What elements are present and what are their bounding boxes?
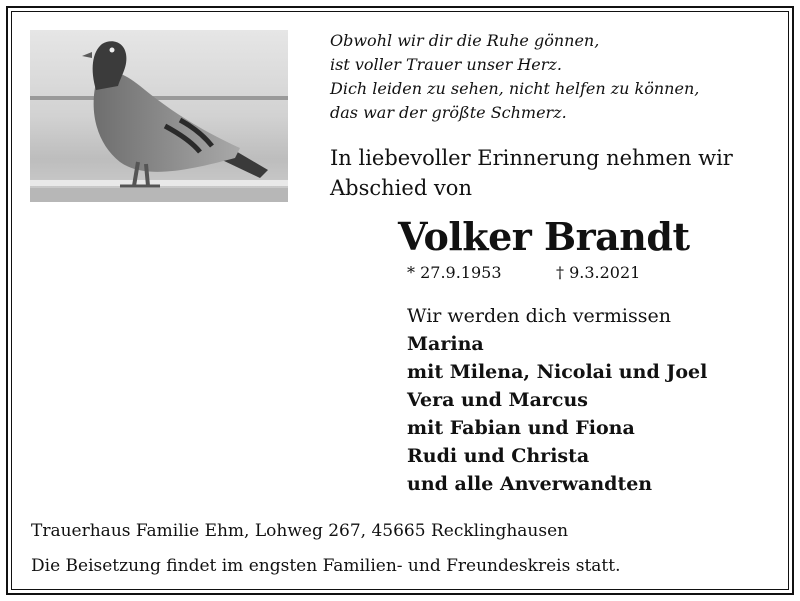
- mourner-name: Vera und Marcus: [407, 389, 588, 411]
- poem: [330, 29, 770, 125]
- mourner-name: und alle Anverwandten: [407, 473, 653, 495]
- deceased-name: Volker Brandt: [398, 214, 690, 259]
- birth-date: * 27.9.1953: [407, 263, 502, 282]
- poem-line: ist voller Trauer unser Herz.: [330, 55, 562, 74]
- mourner-name: mit Fabian und Fiona: [407, 417, 635, 439]
- intro-line: In liebevoller Erinnerung nehmen wir: [330, 146, 733, 170]
- poem-line: das war der größte Schmerz.: [330, 103, 567, 122]
- intro-text: [330, 143, 770, 203]
- mourner-name: Rudi und Christa: [407, 445, 590, 467]
- mourning-house-address: Trauerhaus Familie Ehm, Lohweg 267, 45665 Recklinghausen: [31, 521, 569, 541]
- pigeon-photo: [30, 30, 288, 202]
- pigeon-icon: [30, 30, 288, 202]
- mourners-list: [407, 302, 707, 498]
- death-date: † 9.3.2021: [556, 263, 641, 282]
- intro-line: Abschied von: [330, 176, 472, 200]
- burial-note: Die Beisetzung findet im engsten Familien- und Freundeskreis statt.: [31, 556, 621, 576]
- mourner-name: Marina: [407, 333, 484, 355]
- mourner-name: mit Milena, Nicolai und Joel: [407, 361, 708, 383]
- poem-line: Dich leiden zu sehen, nicht helfen zu können,: [330, 79, 700, 98]
- mourners-heading: Wir werden dich vermissen: [407, 305, 671, 327]
- poem-line: Obwohl wir dir die Ruhe gönnen,: [330, 31, 600, 50]
